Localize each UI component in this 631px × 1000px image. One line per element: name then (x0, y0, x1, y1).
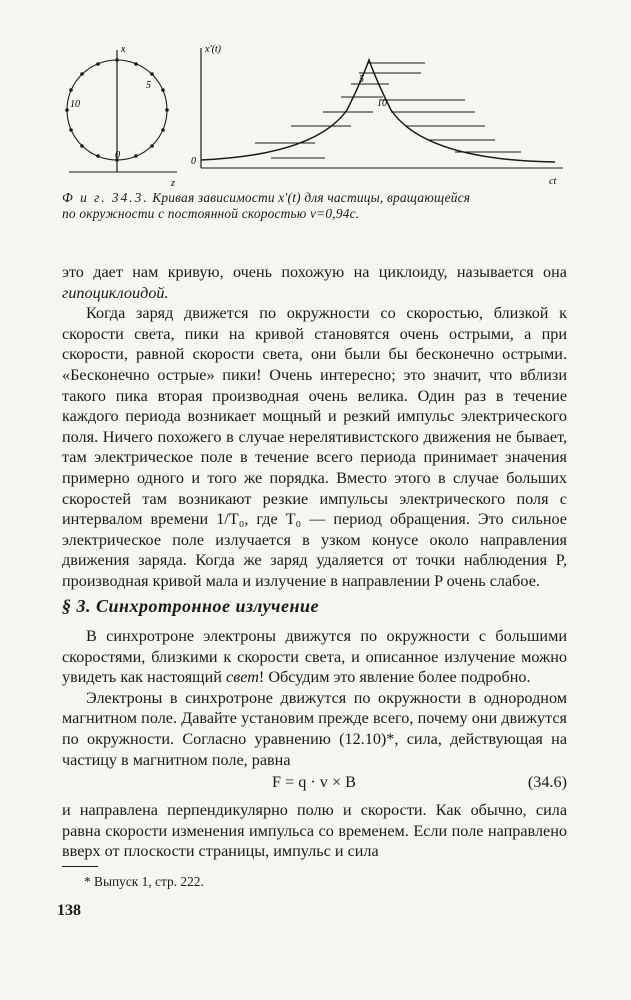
paragraph-3 (62, 626, 567, 688)
body-text-mid (62, 626, 567, 770)
xprime-curve (201, 60, 555, 162)
caption-text: Кривая зависимости x′(t) для частицы, вращающейся по окружности с постоянной скоростью v=0,94c. (62, 190, 471, 221)
hypocycloid-term: гипоциклоидой. (62, 283, 169, 302)
circle-diagram (65, 50, 177, 172)
paragraph-2: Когда заряд движется по окружности со скоростью, близкой к скорости света, пики на кривой становятся очень острыми, а при скорости, равной скорости света, они были бы бесконечно острыми. «Бесконечно острые» пики! Очень интересно; это значит, что вблизи такого пика вторая производная очень велика. Один раз в течение каждого периода возникает мощный и резкий импульс электрического поля. Ничего похожего в случае нерелятивистского движения не бывает, там электрическое поле в течение всего периода принимает значения примерно одного и того же порядка. Вместо этого в случае больших скоростей там возникают резкие импульсы электрического поля с интервалом времени 1/T₀, где T₀ — период обращения. Это сильное электрическое поле излучается в узком конусе около направления движения заряда. Когда же заряд удаляется от точки наблюдения P, производная кривой мала и излучение в направлении P очень слабое. (62, 304, 567, 590)
figure-drawing (55, 40, 575, 190)
body-text-bottom (62, 800, 567, 862)
paragraph-1-text: это дает нам кривую, очень похожую на циклоиду, называется она (62, 263, 567, 281)
equation-34-6 (62, 773, 567, 795)
caption-label: Ф и г. 34.3. (62, 190, 149, 205)
footnote-divider (62, 866, 98, 867)
equation-formula: F = q · v × B (272, 773, 356, 791)
x-axis-label: x (121, 44, 126, 55)
paragraph-3-text: В синхротроне электроны движутся по окружности с большими скоростями, близкими к скорости света, и описанное излучение можно увидеть как настоящий (62, 627, 567, 687)
paragraph-3-tail: ! Обсудим это явление более подробно. (258, 668, 531, 687)
figure-caption (62, 190, 482, 222)
section-heading: § 3. Синхротронное излучение (62, 596, 319, 616)
paragraph-5: и направлена перпендикулярно полю и скорости. Как обычно, сила равна скорости изменения импульса со временем. Если поле направлено вверх от плоскости страницы, импульс и сила (62, 801, 567, 861)
page-number: 138 (57, 902, 81, 919)
equation-number: (34.6) (527, 773, 567, 791)
graph-y-label: x'(t) (205, 44, 222, 55)
graph-x-label: ct (549, 176, 557, 187)
footnote: * Выпуск 1, стр. 222. (84, 874, 204, 889)
graph-label-10: 10 (377, 98, 387, 109)
figure-34-3 (55, 40, 575, 190)
time-interval-bars (255, 63, 521, 158)
light-term: свет (226, 668, 259, 687)
graph-label-0: 0 (191, 156, 196, 167)
graph-label-5: 5 (359, 74, 364, 85)
body-text-top (62, 262, 567, 592)
circle-label-5: 5 (146, 80, 151, 91)
circle-label-10: 10 (70, 99, 80, 110)
paragraph-4: Электроны в синхротроне движутся по окружности в однородном магнитном поле. Давайте установим прежде всего, почему они движутся по окружности. Согласно уравнению (12.10)*, сила, действующая на частицу в магнитном поле, равна (62, 688, 567, 769)
circle-label-0: 0 (115, 150, 120, 161)
paragraph-1 (62, 262, 567, 303)
z-axis-label: z (171, 178, 175, 189)
